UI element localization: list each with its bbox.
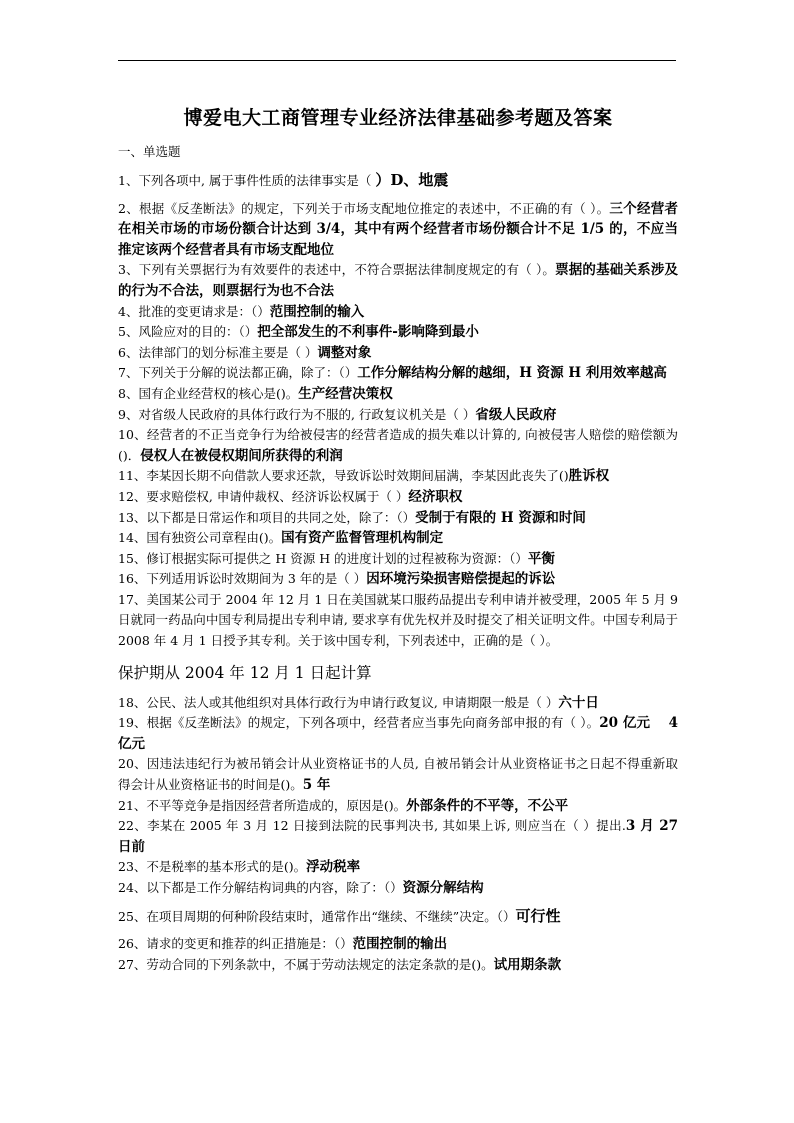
question-text: 17、美国某公司于 2004 年 12 月 1 日在美国就某口服药品提出专利申请并被受理，2005 年 5 月 9 日就同一药品向中国专利局提出专利申请, 要求享有优先权并及时提交了相关证明文件。中国专利局于 2008 年 4 月 1 日授予其专利。关于该中国专利，下列表述中，正确的是（ ）。: [118, 591, 678, 649]
question-15: [118, 549, 678, 570]
answer-text: 三个经营者在相关市场的市场份额合计达到 3/4，其中有两个经营者市场份额合计不足 1/5 的，不应当推定该两个经营者具有市场支配地位: [118, 200, 678, 258]
question-text: 8、国有企业经营权的核心是()。: [118, 385, 299, 401]
question-text: 19、根据《反垄断法》的规定，下列各项中，经营者应当事先向商务部申报的有（ ）。: [118, 715, 600, 731]
question-4: [118, 302, 678, 323]
question-26: [118, 934, 678, 955]
answer-text: 外部条件的不平等，不公平: [406, 797, 569, 814]
answer-text: 浮动税率: [306, 859, 361, 876]
answer-text: 工作分解结构分解的越细，H 资源 H 利用效率越高: [357, 365, 667, 382]
answer-text: 六十日: [558, 694, 599, 711]
answer-text: 20 亿元 4 亿元: [118, 715, 678, 752]
answer-text: 胜诉权: [568, 468, 610, 485]
question-17: [118, 590, 678, 652]
question-text: 18、公民、法人或其他组织对具体行政行为申请行政复议, 申请期限一般是（ ）: [118, 694, 559, 710]
header-rule: [118, 60, 676, 61]
question-text: 7、下列关于分解的说法都正确，除了：（）: [118, 365, 358, 381]
question-text: 3、下列有关票据行为有效要件的表述中，不符合票据法律制度规定的有（ ）。: [118, 262, 556, 278]
question-19: [118, 713, 678, 754]
question-text: 13、以下都是日常运作和项目的共同之处，除了：（）: [118, 509, 416, 525]
answer-text: ）D、地震: [375, 171, 449, 189]
answer-text: 5 年: [302, 777, 331, 794]
question-text: 4、批准的变更请求是：（）: [118, 303, 270, 319]
answer-text: 范围控制的输出: [352, 936, 448, 953]
question-2: [118, 199, 678, 261]
question-18: [118, 693, 678, 714]
question-27: [118, 955, 678, 976]
answer-text: 因环境污染损害赔偿提起的诉讼: [366, 571, 556, 588]
question-7: [118, 363, 678, 384]
question-23: [118, 857, 678, 878]
question-text: 6、法律部门的划分标准主要是（ ）: [118, 344, 318, 360]
answer-text: 平衡: [527, 550, 555, 567]
question-1: [118, 170, 678, 192]
answer-text: 受制于有限的 H 资源和时间: [415, 509, 586, 526]
answer-text: 票据的基础关系涉及的行为不合法，则票据行为也不合法: [118, 262, 678, 299]
question-text: 9、对省级人民政府的具体行政行为不服的, 行政复议机关是（ ）: [118, 406, 476, 422]
answer-text: 国有资产监督管理机构制定: [281, 530, 444, 547]
question-13: [118, 508, 678, 529]
question-text: 27、劳动合同的下列条款中，不属于劳动法规定的法定条款的是()。: [118, 956, 494, 972]
question-14: [118, 528, 678, 549]
question-text: 10、经营者的不正当竞争行为给被侵害的经营者造成的损失难以计算的, 向被侵害人赔偿的赔偿额为()．: [118, 427, 678, 463]
question-text: 23、不是税率的基本形式的是()。: [118, 859, 307, 875]
question-text: 25、在项目周期的何种阶段结束时，通常作出“继续、不继续”决定。（）: [118, 908, 516, 924]
question-24: [118, 878, 678, 899]
question-11: [118, 466, 678, 487]
question-text: 14、国有独资公司章程由()。: [118, 530, 282, 546]
answer-text: 3 月 27 日前: [118, 818, 678, 855]
question-text: 24、以下都是工作分解结构词典的内容，除了：（）: [118, 880, 403, 895]
question-text: 11、李某因长期不向借款人要求还款，导致诉讼时效期间届满，李某因此丧失了(): [118, 468, 569, 484]
answer-text: 可行性: [515, 906, 561, 925]
question-text: 12、要求赔偿权, 申请仲裁权、经济诉讼权属于（ ）: [118, 488, 409, 504]
answer-text: 侵权人在被侵权期间所获得的利润: [140, 447, 343, 464]
answer-text: 保护期从 2004 年 12 月 1 日起计算: [118, 663, 372, 682]
question-text: 5、风险应对的目的：（）: [118, 324, 258, 340]
answer-text: 资源分解结构: [402, 880, 484, 896]
question-text: 15、修订根据实际可提供之 H 资源 H 的进度计划的过程被称为资源：（）: [118, 550, 528, 566]
question-text: 21、不平等竞争是指因经营者所造成的，原因是()。: [118, 797, 407, 813]
answer-text: 范围控制的输入: [269, 303, 365, 320]
answer-text: 试用期条款: [493, 956, 562, 973]
question-text: 16、下列适用诉讼时效期间为 3 年的是（ ）: [118, 571, 367, 587]
question-12: [118, 487, 678, 508]
document-title: 博爱电大工商管理专业经济法律基础参考题及答案: [183, 107, 613, 129]
question-text: 20、因违法违纪行为被吊销会计从业资格证书的人员, 自被吊销会计从业资格证书之日起不得重新取得会计从业资格证书的时间是()。: [118, 756, 678, 793]
question-6: [118, 343, 678, 364]
question-text: 2、根据《反垄断法》的规定，下列关于市场支配地位推定的表述中，不正确的有（ ）。: [118, 200, 610, 216]
answer-text: 把全部发生的不利事件-影响降到最小: [257, 324, 479, 341]
question-22: [118, 816, 678, 857]
question-16: [118, 569, 678, 590]
question-5: [118, 322, 678, 343]
answer-text: 省级人民政府: [475, 406, 557, 423]
question-text: 1、下列各项中, 属于事件性质的法律事实是（: [118, 173, 376, 188]
document-body: [118, 104, 678, 975]
answer-text: 经济职权: [408, 488, 463, 505]
answer-text: 生产经营决策权: [298, 385, 393, 402]
question-text: 22、李某在 2005 年 3 月 12 日接到法院的民事判决书, 其如果上诉, 则应当在（ ）提出.: [118, 818, 626, 834]
question-9: [118, 405, 678, 426]
question-20: [118, 754, 678, 795]
question-text: 26、请求的变更和推荐的纠正措施是：（）: [118, 936, 353, 952]
question-25: [118, 906, 678, 928]
answer-text: 调整对象: [317, 344, 372, 361]
section-heading: 一、单选题: [118, 144, 181, 159]
answer-17-line: [118, 660, 678, 687]
question-8: [118, 384, 678, 405]
question-21: [118, 796, 678, 817]
question-3: [118, 260, 678, 301]
question-10: [118, 425, 678, 466]
